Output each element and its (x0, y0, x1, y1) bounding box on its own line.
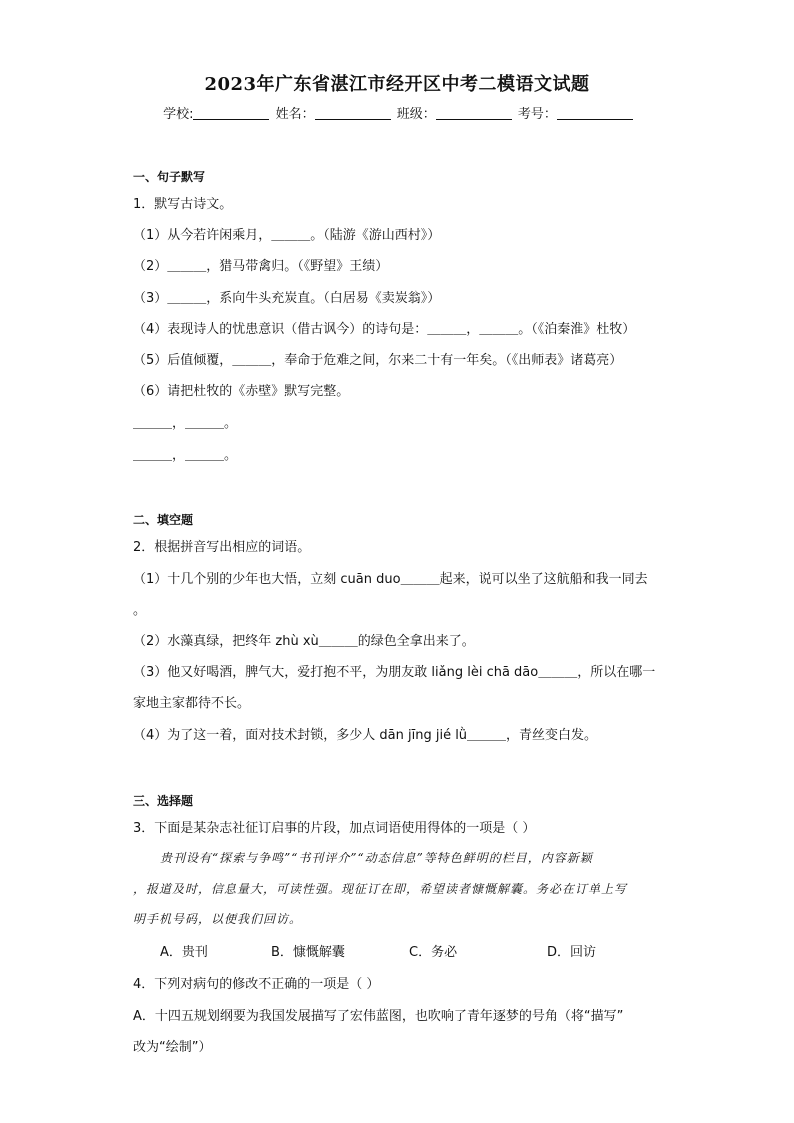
question-3-passage-line-1: 贵刊设有“探索与争鸣”“书刊评介”“动态信息”等特色鲜明的栏目，内容新颖 (160, 851, 593, 865)
question-3-passage-line-3: 明手机号码，以便我们回访。 (133, 912, 303, 926)
question-1-stem: 1．默写古诗文。 (133, 197, 233, 212)
name-field[interactable] (315, 106, 391, 120)
question-1-item-6: （6）请把杜牧的《赤壁》默写完整。 (133, 384, 350, 399)
answer-blank-line-1: ＿＿＿，＿＿＿。 (133, 416, 238, 431)
question-3-stem: 3．下面是某杂志社征订启事的片段，加点词语使用得体的一项是（ ） (133, 821, 536, 836)
class-label: 班级： (396, 107, 436, 122)
question-1-item-5: （5）后值倾覆，＿＿＿，奉命于危难之间，尔来二十有一年矣。（《出师表》诸葛亮） (133, 353, 623, 368)
question-2-item-1: （1）十几个别的少年也大悟，立刻 cuān duo＿＿＿起来，说可以坐了这航船和我一同去 (133, 572, 648, 587)
answer-blank-line-2: ＿＿＿，＿＿＿。 (133, 448, 238, 463)
name-label: 姓名： (275, 107, 315, 122)
question-3-passage-line-2: ，报道及时，信息量大，可读性强。现征订在即，希望读者慷慨解囊。务必在订单上写 (133, 882, 628, 896)
option-b[interactable]: B．慷慨解囊 (271, 945, 345, 960)
question-2-item-2: （2）水藻真绿，把终年 zhù xù＿＿＿的绿色全拿出来了。 (133, 634, 475, 649)
option-d[interactable]: D．回访 (547, 945, 597, 960)
section-heading-2: 二、填空题 (133, 513, 194, 527)
page-title: 2023年广东省湛江市经开区中考二模语文试题 (204, 74, 590, 95)
question-4-stem: 4．下列对病句的修改不正确的一项是（ ） (133, 977, 380, 992)
class-field[interactable] (436, 106, 512, 120)
question-4-option-a-cont: 改为“绘制”） (133, 1040, 212, 1055)
school-field[interactable] (193, 106, 269, 120)
option-a[interactable]: A．贵刊 (160, 945, 208, 960)
exam-number-label: 考号： (517, 107, 557, 122)
section-heading-1: 一、句子默写 (133, 170, 206, 184)
question-1-item-1: （1）从今若许闲乘月，＿＿＿。（陆游《游山西村》） (133, 228, 441, 243)
school-label: 学校: (163, 107, 194, 122)
question-2-item-4: （4）为了这一着，面对技术封锁，多少人 dān jīng jié lǜ＿＿＿，青丝变白发。 (133, 728, 598, 743)
question-2-stem: 2．根据拼音写出相应的词语。 (133, 540, 311, 555)
question-2-item-1-cont: 。 (133, 603, 147, 618)
section-heading-3: 三、选择题 (133, 794, 194, 808)
option-c[interactable]: C．务必 (409, 945, 458, 960)
student-info-row (0, 103, 794, 122)
question-2-item-3: （3）他又好喝酒，脾气大，爱打抱不平，为朋友敢 liǎng lèi chā dāo＿＿＿，所以在哪一 (133, 665, 656, 680)
question-4-option-a: A．十四五规划纲要为我国发展描写了宏伟蓝图，也吹响了青年逐梦的号角（将“描写” (133, 1009, 624, 1024)
question-1-item-3: （3）＿＿＿，系向牛头充炭直。（白居易《卖炭翁》） (133, 291, 441, 306)
question-1-item-4: （4）表现诗人的忧患意识（借古讽今）的诗句是：＿＿＿，＿＿＿。（《泊秦淮》杜牧） (133, 322, 636, 337)
question-1-item-2: （2）＿＿＿，猎马带禽归。（《野望》王绩） (133, 259, 389, 274)
question-2-item-3-cont: 家地主家都待不长。 (133, 696, 251, 711)
exam-number-field[interactable] (557, 106, 633, 120)
